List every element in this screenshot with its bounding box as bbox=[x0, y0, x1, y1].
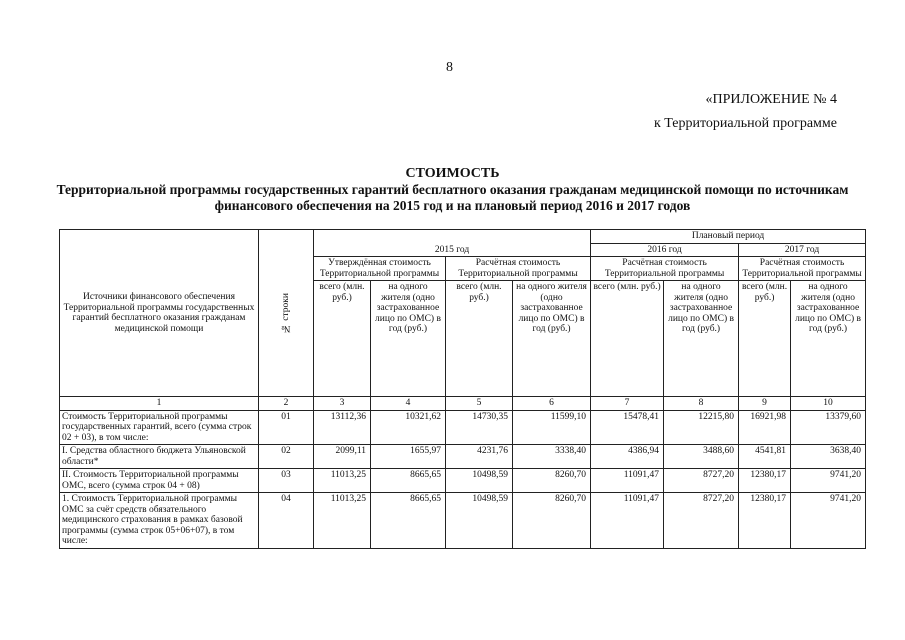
table-row bbox=[60, 469, 866, 493]
page-number: 8 bbox=[446, 60, 453, 75]
source-column-header: Источники финансового обеспечения Территориальной программы государственных гарантий бесплатного оказания гражданам медицинской помощи bbox=[60, 230, 259, 397]
appendix-subtitle: к Территориальной программе bbox=[653, 116, 837, 131]
column-number-row bbox=[60, 397, 866, 411]
year-2016-header: 2016 год bbox=[591, 243, 739, 257]
per-insured-header: на одного жителя (одно застрахованное лицо по ОМС) в год (руб.) bbox=[664, 281, 739, 397]
table-cell: 4231,76 bbox=[446, 445, 513, 469]
calc-cost-2016-header: Расчётная стоимость Территориальной программы bbox=[591, 257, 739, 281]
table-cell: 4541,81 bbox=[739, 445, 791, 469]
column-number: 8 bbox=[664, 397, 739, 411]
total-mln-header: всего (млн. руб.) bbox=[314, 281, 371, 397]
table-cell: 3488,60 bbox=[664, 445, 739, 469]
table-cell: 8260,70 bbox=[513, 493, 591, 549]
column-number: 10 bbox=[791, 397, 866, 411]
table-cell: 16921,98 bbox=[739, 410, 791, 445]
calc-cost-header: Расчётная стоимость Территориальной программы bbox=[446, 257, 591, 281]
table-cell: 11599,10 bbox=[513, 410, 591, 445]
total-mln-header: всего (млн. руб.) bbox=[591, 281, 664, 397]
planned-period-header: Плановый период bbox=[591, 230, 866, 244]
table-row bbox=[60, 493, 866, 549]
table-cell: 14730,35 bbox=[446, 410, 513, 445]
appendix-title: «ПРИЛОЖЕНИЕ № 4 bbox=[705, 92, 837, 107]
table-cell: 12215,80 bbox=[664, 410, 739, 445]
table-cell: 9741,20 bbox=[791, 493, 866, 549]
table-cell: 11013,25 bbox=[314, 469, 371, 493]
row-number: 04 bbox=[259, 493, 314, 549]
table-cell: 10498,59 bbox=[446, 493, 513, 549]
row-label: 1. Стоимость Территориальной программы ОМС за счёт средств обязательного медицинского страхования в рамках базовой программы (сумма строк 05+06+07), в том числе: bbox=[60, 493, 259, 549]
table-cell: 8727,20 bbox=[664, 469, 739, 493]
table-cell: 10321,62 bbox=[371, 410, 446, 445]
row-number-label: № строки bbox=[280, 292, 291, 334]
table-cell: 8727,20 bbox=[664, 493, 739, 549]
row-number: 01 bbox=[259, 410, 314, 445]
per-insured-header: на одного жителя (одно застрахованное лицо по ОМС) в год (руб.) bbox=[791, 281, 866, 397]
per-insured-header: на одного жителя (одно застрахованное лицо по ОМС) в год (руб.) bbox=[371, 281, 446, 397]
table-cell: 4386,94 bbox=[591, 445, 664, 469]
column-number: 9 bbox=[739, 397, 791, 411]
column-number: 3 bbox=[314, 397, 371, 411]
row-number: 03 bbox=[259, 469, 314, 493]
table-cell: 1655,97 bbox=[371, 445, 446, 469]
row-number-column-header bbox=[259, 230, 314, 397]
row-number: 02 bbox=[259, 445, 314, 469]
row-label: II. Стоимость Территориальной программы ОМС, всего (сумма строк 04 + 08) bbox=[60, 469, 259, 493]
table-cell: 2099,11 bbox=[314, 445, 371, 469]
column-number: 1 bbox=[60, 397, 259, 411]
per-insured-header: на одного жителя (одно застрахованное лицо по ОМС) в год (руб.) bbox=[513, 281, 591, 397]
table-cell: 3338,40 bbox=[513, 445, 591, 469]
table-cell: 3638,40 bbox=[791, 445, 866, 469]
table-cell: 13379,60 bbox=[791, 410, 866, 445]
column-number: 6 bbox=[513, 397, 591, 411]
column-number: 4 bbox=[371, 397, 446, 411]
table-cell: 15478,41 bbox=[591, 410, 664, 445]
header-row-1 bbox=[60, 230, 866, 244]
table-row bbox=[60, 445, 866, 469]
cost-table bbox=[59, 229, 866, 549]
table-cell: 12380,17 bbox=[739, 493, 791, 549]
year-2017-header: 2017 год bbox=[739, 243, 866, 257]
table-cell: 13112,36 bbox=[314, 410, 371, 445]
table-cell: 11013,25 bbox=[314, 493, 371, 549]
table-row bbox=[60, 410, 866, 445]
year-2015-header: 2015 год bbox=[314, 230, 591, 257]
document-title: СТОИМОСТЬ bbox=[405, 166, 500, 181]
table-cell: 8665,65 bbox=[371, 469, 446, 493]
column-number: 5 bbox=[446, 397, 513, 411]
total-mln-header: всего (млн. руб.) bbox=[446, 281, 513, 397]
calc-cost-2017-header: Расчётная стоимость Территориальной программы bbox=[739, 257, 866, 281]
column-number: 7 bbox=[591, 397, 664, 411]
document-subtitle: Территориальной программы государственных гарантий бесплатного оказания гражданам медицинской помощи по источникам финансового обеспечения на 2015 год и на плановый период 2016 и 2017 годов bbox=[56, 182, 849, 213]
table-cell: 11091,47 bbox=[591, 493, 664, 549]
table-cell: 10498,59 bbox=[446, 469, 513, 493]
row-label: I. Средства областного бюджета Ульяновской области* bbox=[60, 445, 259, 469]
table-cell: 12380,17 bbox=[739, 469, 791, 493]
column-number: 2 bbox=[259, 397, 314, 411]
approved-cost-header: Утверждённая стоимость Территориальной программы bbox=[314, 257, 446, 281]
total-mln-header: всего (млн. руб.) bbox=[739, 281, 791, 397]
table-cell: 8260,70 bbox=[513, 469, 591, 493]
table-cell: 8665,65 bbox=[371, 493, 446, 549]
row-label: Стоимость Территориальной программы государственных гарантий, всего (сумма строк 02 + 03), в том числе: bbox=[60, 410, 259, 445]
table-cell: 11091,47 bbox=[591, 469, 664, 493]
table-cell: 9741,20 bbox=[791, 469, 866, 493]
